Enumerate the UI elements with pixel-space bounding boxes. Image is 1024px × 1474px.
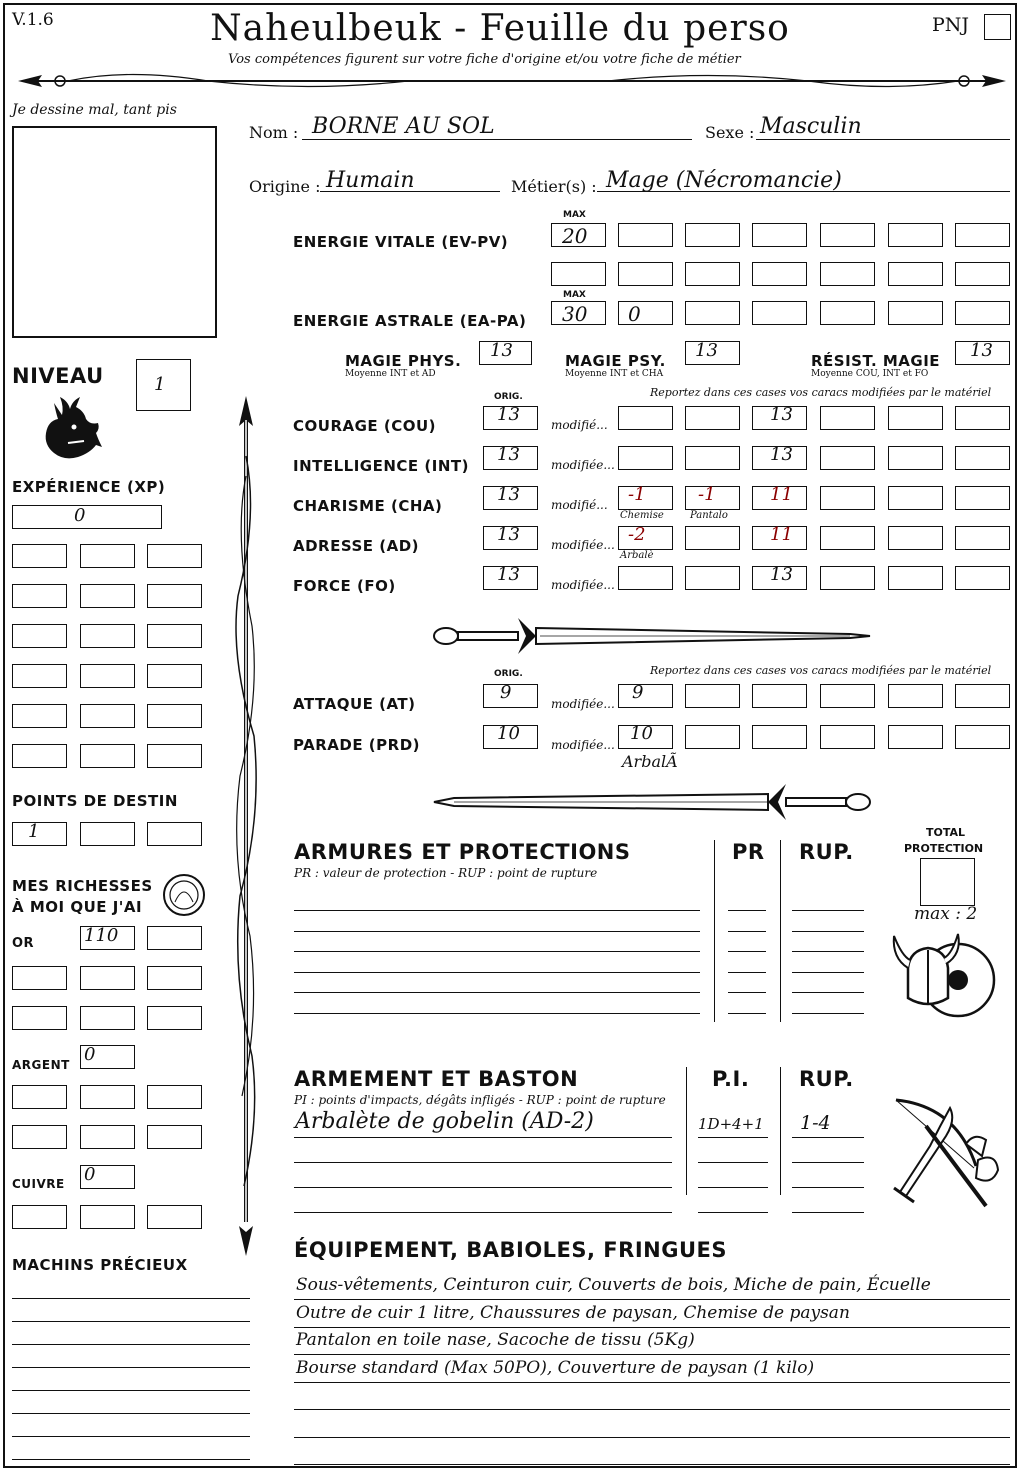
equipement-item[interactable]: Bourse standard (Max 50PO), Couverture de paysan (1 kilo) — [296, 1357, 815, 1378]
machins-line[interactable] — [12, 1390, 250, 1391]
equipement-line[interactable] — [294, 1327, 1010, 1328]
resist-magie-note: Moyenne COU, INT et FO — [811, 369, 929, 379]
argent-value: 0 — [84, 1044, 96, 1065]
machins-line[interactable] — [12, 1436, 250, 1437]
armure-rup-line[interactable] — [792, 931, 864, 932]
combat-mod-box[interactable] — [752, 684, 807, 708]
richesses-label-2: À MOI QUE J'AI — [12, 898, 143, 916]
armement-rup-label: RUP. — [799, 1067, 854, 1091]
argent-label: ARGENT — [12, 1058, 70, 1072]
combat-mod-box[interactable] — [685, 725, 740, 749]
xp-box[interactable] — [12, 505, 162, 529]
carac-mod-3: 11 — [770, 524, 793, 545]
armement-divider-1 — [686, 1067, 687, 1195]
ev-box[interactable] — [752, 223, 807, 247]
weapon-rup[interactable]: 1-4 — [800, 1112, 831, 1134]
ev-box[interactable] — [820, 223, 875, 247]
carac-mod-box[interactable] — [955, 566, 1010, 590]
arme-pi-line[interactable] — [698, 1162, 768, 1163]
machins-line[interactable] — [12, 1459, 250, 1460]
richesses-label-1: MES RICHESSES — [12, 877, 153, 895]
ev-max-value[interactable]: 20 — [562, 224, 588, 248]
money-box[interactable] — [80, 1085, 135, 1109]
machins-line[interactable] — [12, 1298, 250, 1299]
total-protection-box[interactable] — [920, 858, 975, 906]
destin-box-1[interactable] — [12, 822, 67, 846]
sexe-value[interactable]: Masculin — [760, 114, 862, 139]
carac-orig-value: 13 — [497, 524, 520, 545]
ea-box[interactable] — [618, 301, 673, 325]
xp-box[interactable] — [12, 624, 67, 648]
magie-phys-note: Moyenne INT et AD — [345, 369, 436, 379]
ev-box[interactable] — [752, 262, 807, 286]
money-box[interactable] — [12, 1205, 67, 1229]
armure-rup-line[interactable] — [792, 972, 864, 973]
cuivre-label: CUIVRE — [12, 1177, 65, 1191]
carac-mod-box[interactable] — [820, 566, 875, 590]
xp-box[interactable] — [12, 744, 67, 768]
combat-mod-box[interactable] — [955, 725, 1010, 749]
destin-box-2[interactable] — [80, 822, 135, 846]
ev-box[interactable] — [820, 262, 875, 286]
xp-box[interactable] — [80, 584, 135, 608]
ea-box[interactable] — [685, 301, 740, 325]
combat-mod-box[interactable] — [618, 684, 673, 708]
carac-mod-box[interactable] — [820, 406, 875, 430]
xp-box[interactable] — [12, 704, 67, 728]
ea-box[interactable] — [752, 301, 807, 325]
prd-mod-value: 10 — [630, 723, 653, 744]
spear-icon — [228, 396, 264, 1256]
armure-line[interactable] — [294, 992, 700, 993]
carac-mod-label: modifié... — [551, 418, 608, 432]
armure-pr-line[interactable] — [728, 1013, 766, 1014]
equipement-line[interactable] — [294, 1437, 1010, 1438]
armures-rup-label: RUP. — [799, 840, 854, 864]
armure-pr-line[interactable] — [728, 931, 766, 932]
carac-mod-box[interactable] — [820, 446, 875, 470]
armure-rup-line[interactable] — [792, 951, 864, 952]
ev-box[interactable] — [955, 223, 1010, 247]
equipement-title: ÉQUIPEMENT, BABIOLES, FRINGUES — [294, 1238, 727, 1262]
equipement-line[interactable] — [294, 1464, 1010, 1465]
metier-value[interactable]: Mage (Nécromancie) — [606, 168, 842, 193]
arme-line[interactable] — [294, 1162, 672, 1163]
carac-mod-box[interactable] — [685, 446, 740, 470]
spear-divider-icon — [8, 66, 1016, 96]
machins-line[interactable] — [12, 1367, 250, 1368]
magie-phys-value: 13 — [490, 340, 513, 361]
xp-box[interactable] — [80, 624, 135, 648]
combat-orig-label: ORIG. — [494, 669, 523, 679]
carac-label: ADRESSE (AD) — [293, 537, 420, 555]
carac-mod-label: modifiée... — [551, 578, 615, 592]
destin-label: POINTS DE DESTIN — [12, 792, 178, 810]
armement-pi-label: P.I. — [712, 1067, 750, 1091]
ev-box[interactable] — [618, 262, 673, 286]
combat-mod-box[interactable] — [685, 684, 740, 708]
armures-divider-1 — [714, 840, 715, 1022]
prd-label: PARADE (PRD) — [293, 736, 421, 754]
armures-title: ARMURES ET PROTECTIONS — [294, 840, 631, 864]
carac-orig-value: 13 — [497, 564, 520, 585]
money-box[interactable] — [147, 926, 202, 950]
carac-mod-box[interactable] — [618, 566, 673, 590]
machins-label: MACHINS PRÉCIEUX — [12, 1256, 188, 1274]
equipement-item[interactable]: Outre de cuir 1 litre, Chaussures de paysan, Chemise de paysan — [296, 1302, 850, 1323]
armure-line[interactable] — [294, 972, 700, 973]
machins-line[interactable] — [12, 1344, 250, 1345]
metier-label: Métier(s) : — [511, 177, 597, 196]
carac-mod-3: 13 — [770, 404, 793, 425]
ea-max-label: MAX — [563, 290, 586, 300]
arme-rup-line[interactable] — [792, 1137, 864, 1138]
carac-label: FORCE (FO) — [293, 577, 396, 595]
carac-label: COURAGE (COU) — [293, 417, 437, 435]
metier-line — [597, 191, 1010, 192]
machins-line[interactable] — [12, 1413, 250, 1414]
magie-psy-value: 13 — [695, 340, 718, 361]
carac-mod-box[interactable] — [888, 446, 943, 470]
armure-rup-line[interactable] — [792, 1013, 864, 1014]
coin-icon — [161, 872, 207, 918]
xp-value: 0 — [74, 505, 86, 526]
ev-box[interactable] — [685, 223, 740, 247]
prd-mod-label: modifiée... — [551, 738, 615, 752]
xp-box[interactable] — [80, 744, 135, 768]
carac-mod-1: -1 — [628, 484, 646, 505]
dragon-icon — [40, 393, 106, 463]
total-protection-label-2: PROTECTION — [904, 842, 984, 855]
armement-note: PI : points d'impacts, dégâts infligés - RUP : point de rupture — [294, 1093, 666, 1107]
nom-label: Nom : — [249, 123, 299, 142]
equipement-line[interactable] — [294, 1299, 1010, 1300]
money-box[interactable] — [80, 1125, 135, 1149]
carac-mod-box[interactable] — [955, 526, 1010, 550]
carac-orig-label: ORIG. — [494, 392, 523, 402]
armure-pr-line[interactable] — [728, 972, 766, 973]
carac-mod-label: modifiée... — [551, 538, 615, 552]
carac-mod-box[interactable] — [618, 406, 673, 430]
magie-psy-note: Moyenne INT et CHA — [565, 369, 664, 379]
arme-pi-line[interactable] — [698, 1137, 768, 1138]
armure-pr-line[interactable] — [728, 992, 766, 993]
carac-mod-2-note: Pantalo — [690, 510, 728, 521]
money-box[interactable] — [147, 966, 202, 990]
carac-mod-label: modifié... — [551, 498, 608, 512]
ev-label: ENERGIE VITALE (EV-PV) — [293, 233, 509, 251]
arme-rup-line[interactable] — [792, 1212, 864, 1213]
money-box[interactable] — [12, 1125, 67, 1149]
at-label: ATTAQUE (AT) — [293, 695, 416, 713]
armure-rup-line[interactable] — [792, 992, 864, 993]
armure-line[interactable] — [294, 951, 700, 952]
money-box[interactable] — [12, 1085, 67, 1109]
carac-mod-box[interactable] — [685, 406, 740, 430]
machins-line[interactable] — [12, 1321, 250, 1322]
arme-line[interactable] — [294, 1187, 672, 1188]
armures-divider-2 — [780, 840, 781, 1022]
carac-mod-box[interactable] — [955, 406, 1010, 430]
money-box[interactable] — [12, 966, 67, 990]
xp-box[interactable] — [80, 664, 135, 688]
xp-box[interactable] — [147, 664, 202, 688]
origine-value[interactable]: Humain — [326, 168, 415, 193]
ev-box[interactable] — [551, 262, 606, 286]
carac-mod-2: -1 — [698, 484, 716, 505]
portrait-box[interactable] — [12, 126, 217, 338]
carac-mod-box[interactable] — [888, 486, 943, 510]
money-box[interactable] — [80, 966, 135, 990]
carac-mod-box[interactable] — [888, 406, 943, 430]
pnj-label: PNJ — [932, 14, 970, 36]
carac-mod-1-note: Chemise — [620, 510, 664, 521]
xp-box[interactable] — [12, 544, 67, 568]
armure-line[interactable] — [294, 931, 700, 932]
version-label: V.1.6 — [12, 10, 54, 30]
armure-rup-line[interactable] — [792, 910, 864, 911]
page-title: Naheulbeuk - Feuille du perso — [210, 8, 790, 49]
armure-pr-line[interactable] — [728, 910, 766, 911]
equipement-item[interactable]: Sous-vêtements, Ceinturon cuir, Couverts de bois, Miche de pain, Écuelle — [296, 1275, 931, 1295]
ea-label: ENERGIE ASTRALE (EA-PA) — [293, 312, 527, 330]
sexe-line — [756, 139, 1010, 140]
combat-mod-box[interactable] — [955, 684, 1010, 708]
ea-box[interactable] — [820, 301, 875, 325]
carac-mod-label: modifiée... — [551, 458, 615, 472]
sword-icon — [430, 612, 874, 660]
ev-box[interactable] — [888, 262, 943, 286]
total-protection-label-1: TOTAL — [926, 826, 966, 839]
carac-mod-box[interactable] — [955, 446, 1010, 470]
resist-magie-value: 13 — [970, 340, 993, 361]
sexe-label: Sexe : — [705, 123, 755, 142]
armement-title: ARMEMENT ET BASTON — [294, 1067, 579, 1091]
carac-mod-box[interactable] — [888, 566, 943, 590]
carac-orig-value: 13 — [497, 484, 520, 505]
helmet-shield-icon — [888, 928, 1000, 1028]
resist-magie-label: RÉSIST. MAGIE — [811, 352, 941, 370]
money-box[interactable] — [12, 1006, 67, 1030]
carac-mod-3: 13 — [770, 444, 793, 465]
xp-box[interactable] — [12, 584, 67, 608]
money-box[interactable] — [147, 1006, 202, 1030]
niveau-label: NIVEAU — [12, 364, 104, 388]
prd-note: ArbalÃ — [622, 752, 678, 771]
or-label: OR — [12, 936, 35, 951]
cuivre-value: 0 — [84, 1164, 96, 1185]
carac-mod-box[interactable] — [685, 526, 740, 550]
equipement-line[interactable] — [294, 1354, 1010, 1355]
xp-box[interactable] — [80, 704, 135, 728]
carac-mod-box[interactable] — [955, 486, 1010, 510]
at-value: 9 — [500, 682, 512, 703]
pnj-checkbox[interactable] — [984, 14, 1011, 40]
xp-label: EXPÉRIENCE (XP) — [12, 478, 166, 496]
armures-note: PR : valeur de protection - RUP : point de rupture — [294, 866, 598, 880]
magie-psy-label: MAGIE PSY. — [565, 352, 666, 370]
carac-label: CHARISME (CHA) — [293, 497, 443, 515]
carac-mod-box[interactable] — [888, 526, 943, 550]
xp-box[interactable] — [147, 744, 202, 768]
carac-mod-1-note: Arbalè — [620, 550, 654, 561]
combat-mod-box[interactable] — [820, 725, 875, 749]
carac-mod-3: 13 — [770, 564, 793, 585]
weapons-icon — [886, 1096, 1006, 1216]
equipement-line[interactable] — [294, 1382, 1010, 1383]
arme-pi-line[interactable] — [698, 1212, 768, 1213]
equipement-item[interactable]: Pantalon en toile nase, Sacoche de tissu (5Kg) — [296, 1330, 695, 1350]
destin-box-3[interactable] — [147, 822, 202, 846]
money-box[interactable] — [147, 1085, 202, 1109]
xp-box[interactable] — [80, 544, 135, 568]
xp-box[interactable] — [147, 544, 202, 568]
origine-label: Origine : — [249, 177, 321, 196]
magie-phys-label: MAGIE PHYS. — [345, 352, 462, 370]
destin-value: 1 — [28, 821, 40, 842]
ev-box[interactable] — [888, 223, 943, 247]
xp-box[interactable] — [147, 584, 202, 608]
carac-report-note: Reportez dans ces cases vos caracs modifiées par le matériel — [650, 386, 992, 399]
arme-rup-line[interactable] — [792, 1187, 864, 1188]
money-box[interactable] — [80, 1205, 135, 1229]
armure-pr-line[interactable] — [728, 951, 766, 952]
xp-box[interactable] — [147, 624, 202, 648]
weapon-name[interactable]: Arbalète de gobelin (AD-2) — [295, 1109, 594, 1134]
armures-pr-label: PR — [732, 840, 765, 864]
arme-rup-line[interactable] — [792, 1162, 864, 1163]
xp-box[interactable] — [147, 704, 202, 728]
niveau-value: 1 — [154, 374, 166, 395]
combat-mod-box[interactable] — [888, 725, 943, 749]
ea-box[interactable] — [888, 301, 943, 325]
armure-line[interactable] — [294, 910, 700, 911]
sword-icon — [430, 778, 874, 826]
carac-mod-box[interactable] — [618, 446, 673, 470]
combat-mod-box[interactable] — [888, 684, 943, 708]
or-value: 110 — [84, 925, 119, 946]
combat-mod-box[interactable] — [752, 725, 807, 749]
carac-mod-box[interactable] — [685, 566, 740, 590]
ev-max-label: MAX — [563, 210, 586, 220]
arme-line[interactable] — [294, 1137, 672, 1138]
armure-line[interactable] — [294, 1013, 700, 1014]
carac-mod-box[interactable] — [820, 526, 875, 550]
ev-box[interactable] — [618, 223, 673, 247]
combat-mod-box[interactable] — [820, 684, 875, 708]
ea-box[interactable] — [955, 301, 1010, 325]
carac-label: INTELLIGENCE (INT) — [293, 457, 469, 475]
page-subtitle: Vos compétences figurent sur votre fiche d'origine et/ou votre fiche de métier — [228, 52, 741, 67]
equipement-line[interactable] — [294, 1409, 1010, 1410]
ev-box[interactable] — [685, 262, 740, 286]
at-mod-label: modifiée... — [551, 697, 615, 711]
carac-mod-1: -2 — [628, 524, 646, 545]
total-protection-max: max : 2 — [914, 904, 978, 924]
arme-line[interactable] — [294, 1212, 672, 1213]
carac-mod-box[interactable] — [820, 486, 875, 510]
carac-orig-value: 13 — [497, 404, 520, 425]
ea-current-value[interactable]: 0 — [628, 302, 641, 326]
portrait-label: Je dessine mal, tant pis — [12, 102, 177, 118]
carac-mod-3: 11 — [770, 484, 793, 505]
money-box[interactable] — [147, 1205, 202, 1229]
arme-pi-line[interactable] — [698, 1187, 768, 1188]
nom-line — [302, 139, 692, 140]
prd-value: 10 — [497, 723, 520, 744]
origine-line — [320, 191, 500, 192]
nom-value[interactable]: BORNE AU SOL — [312, 114, 495, 139]
carac-orig-value: 13 — [497, 444, 520, 465]
at-mod-value: 9 — [632, 682, 644, 703]
weapon-pi[interactable]: 1D+4+1 — [698, 1115, 764, 1133]
money-box[interactable] — [147, 1125, 202, 1149]
armement-divider-2 — [780, 1067, 781, 1195]
xp-box[interactable] — [12, 664, 67, 688]
ea-max-value[interactable]: 30 — [562, 302, 588, 326]
combat-report-note: Reportez dans ces cases vos caracs modifiées par le matériel — [650, 664, 992, 677]
money-box[interactable] — [80, 1006, 135, 1030]
ev-box[interactable] — [955, 262, 1010, 286]
